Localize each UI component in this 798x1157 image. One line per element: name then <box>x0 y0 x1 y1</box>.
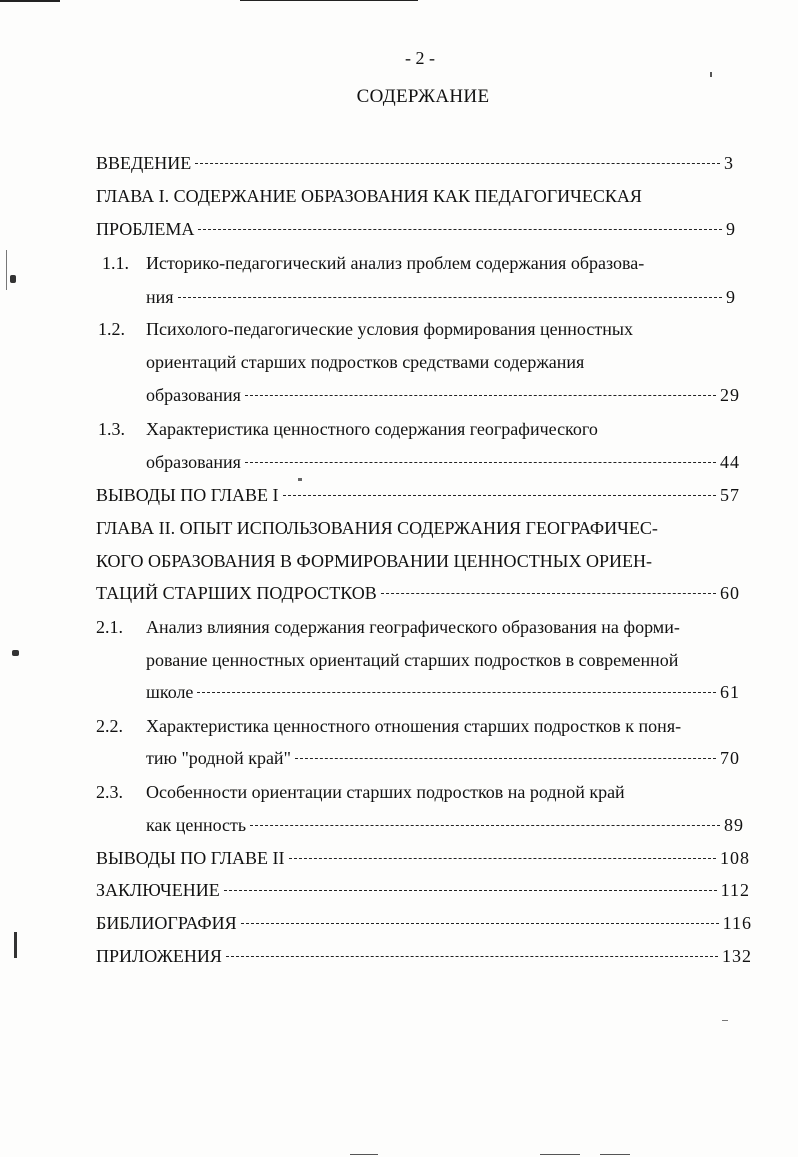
leader-dots <box>226 943 718 957</box>
toc-entry-text: школе <box>146 682 194 702</box>
toc-entry-section-1-3 <box>146 449 740 475</box>
toc-section-1-2-line2: ориентаций старших подростков средствами содержания <box>146 352 585 372</box>
toc-page-number: 89 <box>724 815 744 835</box>
toc-title: СОДЕРЖАНИЕ <box>356 86 490 107</box>
scan-speck <box>12 650 19 656</box>
toc-section-1-3-line1: Характеристика ценностного содержания географического <box>146 419 598 439</box>
toc-page-number: 61 <box>720 682 740 702</box>
toc-page-number: 44 <box>720 452 740 472</box>
toc-page-number: 9 <box>726 219 736 239</box>
leader-dots <box>245 449 716 463</box>
leader-dots <box>224 877 717 891</box>
section-number: 1.1. <box>102 253 129 273</box>
toc-page-number: 70 <box>720 748 740 768</box>
leader-dots <box>197 679 716 693</box>
scan-edge-mark <box>350 1154 378 1155</box>
leader-dots <box>245 382 716 396</box>
toc-entry-appendices <box>96 943 752 969</box>
toc-entry-chapter-1 <box>96 216 736 242</box>
leader-dots <box>295 745 716 759</box>
section-number: 2.2. <box>96 716 123 736</box>
section-number: 2.3. <box>96 782 123 802</box>
toc-section-2-2-line1: Характеристика ценностного отношения старших подростков к поня- <box>146 716 682 736</box>
toc-page-number: 116 <box>722 913 752 933</box>
section-number: 1.3. <box>98 419 125 439</box>
toc-page-number: 108 <box>720 848 750 868</box>
leader-dots <box>289 845 716 859</box>
toc-entry-text: ТАЦИЙ СТАРШИХ ПОДРОСТКОВ <box>96 583 377 603</box>
toc-entry-bibliography <box>96 910 752 936</box>
toc-section-2-1-line2: рование ценностных ориентаций старших подростков в современной <box>146 650 679 670</box>
leader-dots <box>198 216 722 230</box>
scan-edge-mark <box>540 1154 580 1155</box>
scan-speck <box>722 1020 728 1021</box>
toc-entry-chapter-2 <box>96 580 740 606</box>
toc-chapter-2-line1: ГЛАВА II. ОПЫТ ИСПОЛЬЗОВАНИЯ СОДЕРЖАНИЯ ГЕОГРАФИЧЕС- <box>96 518 658 538</box>
toc-page-number: 3 <box>724 153 734 173</box>
toc-section-2-1-line1: Анализ влияния содержания географического образования на форми- <box>146 617 680 637</box>
toc-section-1-1-line1: Историко-педагогический анализ проблем содержания образова- <box>146 253 645 273</box>
toc-entry-conclusion <box>96 877 750 903</box>
toc-entry-text: ПРИЛОЖЕНИЯ <box>96 946 222 966</box>
toc-page-number: 57 <box>720 485 740 505</box>
toc-entry-section-2-1 <box>146 679 740 705</box>
toc-entry-text: ПРОБЛЕМА <box>96 219 195 239</box>
toc-entry-text: образования <box>146 385 241 405</box>
toc-entry-text: образования <box>146 452 241 472</box>
toc-entry-text: ВВЕДЕНИЕ <box>96 153 192 173</box>
leader-dots <box>381 580 716 594</box>
scan-speck <box>298 478 302 481</box>
toc-entry-text: ЗАКЛЮЧЕНИЕ <box>96 880 220 900</box>
toc-entry-text: БИБЛИОГРАФИЯ <box>96 913 237 933</box>
section-number: 1.2. <box>98 319 125 339</box>
leader-dots <box>241 910 719 924</box>
section-number: 2.1. <box>96 617 123 637</box>
toc-section-1-2-line1: Психолого-педагогические условия формирования ценностных <box>146 319 633 339</box>
toc-entry-conclusions-2 <box>96 845 750 871</box>
toc-entry-text: как ценность <box>146 815 247 835</box>
leader-dots <box>195 150 720 164</box>
toc-entry-text: ния <box>146 287 174 307</box>
scan-speck <box>10 275 16 283</box>
toc-entry-section-2-3 <box>146 812 744 838</box>
toc-entry-text: тию "родной край" <box>146 748 291 768</box>
scan-speck <box>710 72 712 77</box>
toc-page-number: 132 <box>722 946 752 966</box>
toc-page-number: 29 <box>720 385 740 405</box>
toc-entry-intro <box>96 150 734 176</box>
leader-dots <box>283 482 716 496</box>
toc-entry-conclusions-1 <box>96 482 740 508</box>
toc-entry-section-2-2 <box>146 745 740 771</box>
toc-chapter-2-line2: КОГО ОБРАЗОВАНИЯ В ФОРМИРОВАНИИ ЦЕННОСТНЫХ ОРИЕН- <box>96 551 652 571</box>
scan-edge-mark <box>600 1154 630 1155</box>
toc-entry-text: ВЫВОДЫ ПО ГЛАВЕ II <box>96 848 285 868</box>
toc-entry-section-1-2 <box>146 382 740 408</box>
scan-speck <box>14 932 17 958</box>
toc-entry-section-1-1 <box>146 284 736 310</box>
toc-section-2-3-line1: Особенности ориентации старших подростков на родной край <box>146 782 625 802</box>
toc-page-number: 60 <box>720 583 740 603</box>
scan-speck <box>6 250 7 290</box>
leader-dots <box>178 284 722 298</box>
page-number: - 2 - <box>405 48 435 68</box>
leader-dots <box>250 812 720 826</box>
toc-page-number: 112 <box>720 880 750 900</box>
toc-entry-text: ВЫВОДЫ ПО ГЛАВЕ I <box>96 485 279 505</box>
toc-chapter-1-line1: ГЛАВА I. СОДЕРЖАНИЕ ОБРАЗОВАНИЯ КАК ПЕДАГОГИЧЕСКАЯ <box>96 186 642 206</box>
toc-page-number: 9 <box>726 287 736 307</box>
